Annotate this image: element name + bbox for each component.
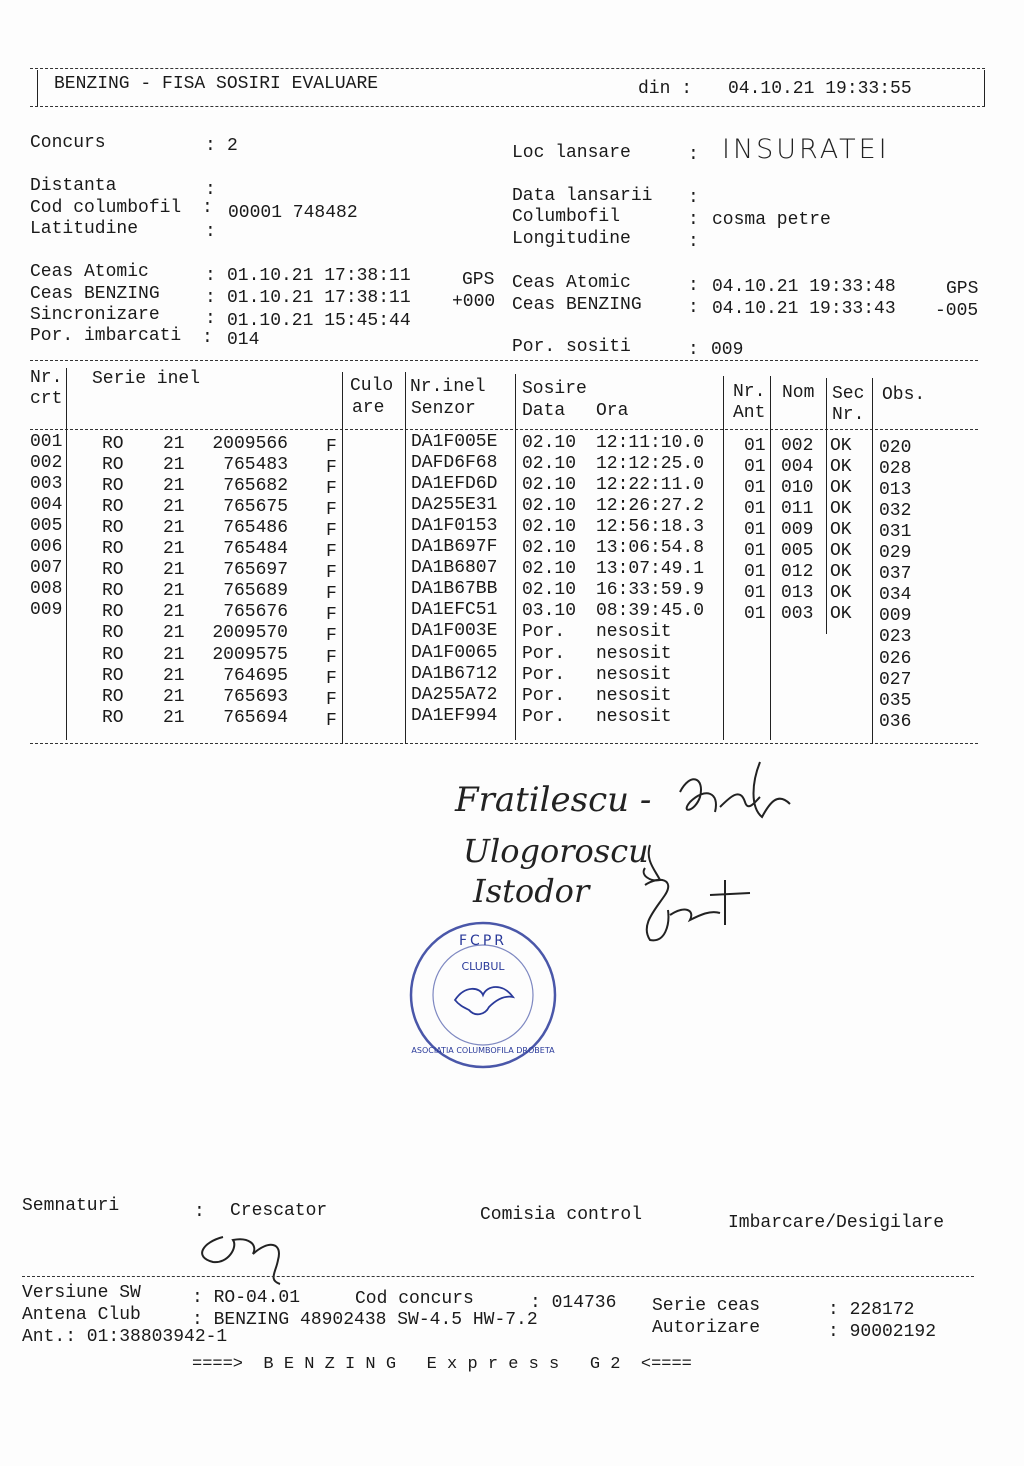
por-imbarcati-label: Por. imbarcati (30, 326, 182, 346)
cell-sex: F (326, 479, 337, 500)
cell-ant: 01 (744, 583, 766, 604)
cell-country: RO (102, 602, 124, 623)
cell-ring: 765675 (223, 497, 288, 518)
right-ceas-benzing-sep: : (688, 298, 699, 318)
right-ceas-benzing-label: Ceas BENZING (512, 295, 642, 315)
cell-country: RO (102, 665, 124, 686)
cell-date: Por. (522, 622, 566, 643)
cell-nr: 001 (30, 432, 63, 452)
cell-year: 21 (163, 707, 185, 728)
din-label: din : (638, 79, 693, 99)
cell-sex: F (326, 668, 337, 689)
cell-time: nesosit (596, 622, 672, 643)
th-sec-1: Sec (832, 384, 865, 404)
cell-sensor: DA255E31 (411, 495, 498, 516)
versiune-value: : RO-04.01 (192, 1288, 301, 1308)
cell-date: Por. (522, 643, 566, 664)
handwritten-name-3: Istodor (473, 872, 590, 910)
cell-sec: OK (830, 478, 852, 499)
table-top-rule (30, 360, 978, 361)
cell-obs: 028 (879, 459, 912, 480)
cell-sensor: DA1EFD6D (411, 474, 498, 495)
cell-year: 21 (163, 455, 185, 476)
cell-obs: 026 (879, 648, 912, 669)
cell-country: RO (102, 581, 124, 602)
cell-sex: F (326, 521, 337, 542)
cell-obs: 032 (879, 501, 912, 522)
cell-sex: F (326, 689, 337, 710)
cell-obs: 031 (879, 522, 912, 543)
cell-year: 21 (163, 539, 185, 560)
cell-nom: 010 (781, 478, 814, 499)
cell-sec: OK (830, 583, 852, 604)
cell-year: 21 (163, 686, 185, 707)
cell-obs: 029 (879, 543, 912, 564)
cell-sec: OK (830, 520, 852, 541)
cell-sensor: DA1B697F (411, 537, 498, 558)
th-nr-inel-2: Senzor (411, 399, 476, 419)
cell-sensor: DA1F0065 (411, 642, 498, 663)
cell-time: 16:33:59.9 (596, 580, 705, 601)
th-sec-2: Nr. (832, 405, 865, 425)
por-sositi-label: Por. sositi (512, 337, 631, 357)
right-ceas-atomic-label: Ceas Atomic (512, 273, 631, 293)
cod-columbofil-value: 00001 748482 (228, 203, 358, 223)
cell-time: 12:26:27.2 (596, 496, 705, 517)
th-nr-2: crt (30, 389, 63, 409)
cell-sex: F (326, 542, 337, 563)
cell-nom: 005 (781, 541, 814, 562)
cell-ring: 765689 (223, 581, 288, 602)
distanta-sep: : (205, 180, 216, 200)
cell-nr: 009 (30, 600, 63, 621)
cell-sex: F (326, 563, 337, 584)
cell-sex: F (326, 500, 337, 521)
cell-ring: 765694 (223, 707, 288, 728)
cell-obs: 020 (879, 438, 912, 458)
por-sositi-sep: : (688, 340, 699, 360)
crescator-label: Crescator (230, 1201, 328, 1221)
columbofil-label: Columbofil (512, 207, 621, 227)
club-stamp (405, 915, 560, 1075)
cell-nr: 005 (30, 516, 63, 537)
th-sosire-ora: Ora (596, 401, 629, 421)
cell-nr: 002 (30, 453, 63, 474)
right-ceas-atomic-sep: : (688, 276, 699, 296)
cell-time: 12:56:18.3 (596, 517, 705, 538)
versiune-label: Versiune SW (22, 1283, 141, 1303)
ceas-atomic-suffix: GPS (462, 270, 495, 290)
th-culoare-1: Culo (350, 376, 394, 396)
loc-lansare-label: Loc lansare (512, 143, 631, 163)
th-nom: Nom (782, 383, 815, 403)
header-top-rule (30, 68, 985, 69)
latitudine-label: Latitudine (30, 219, 139, 239)
cell-sensor: DA1F0153 (411, 516, 498, 537)
por-imbarcati-value: 014 (227, 330, 260, 350)
cell-year: 21 (163, 497, 185, 518)
cell-obs: 037 (879, 564, 912, 585)
cell-obs: 035 (879, 690, 912, 711)
cell-ant: 01 (744, 562, 766, 583)
loc-lansare-sep: : (688, 145, 699, 165)
cell-sensor: DA255A72 (411, 684, 498, 705)
cell-nom: 002 (781, 436, 814, 456)
cell-year: 21 (163, 560, 185, 581)
cell-date: 02.10 (522, 433, 577, 453)
cell-year: 21 (163, 518, 185, 539)
cell-time: nesosit (596, 685, 672, 706)
cell-country: RO (102, 623, 124, 644)
cell-year: 21 (163, 434, 185, 454)
stamp-middle-text: CLUBUL (461, 960, 505, 973)
data-lansarii-sep: : (688, 188, 699, 208)
handwritten-signature-1 (660, 752, 800, 847)
autorizare-label: Autorizare (652, 1318, 761, 1338)
th-sosire: Sosire (522, 379, 587, 399)
crescator-signature (188, 1222, 298, 1287)
right-ceas-benzing-suffix: -005 (935, 301, 979, 321)
por-imbarcati-sep: : (202, 328, 213, 348)
th-obs: Obs. (882, 385, 926, 405)
col-sep-senzor (405, 372, 406, 744)
cod-concurs-label: Cod concurs (355, 1289, 474, 1309)
autorizare-value: : 90002192 (828, 1322, 937, 1342)
cell-date: 02.10 (522, 496, 577, 517)
cell-year: 21 (163, 476, 185, 497)
cell-sex: F (326, 458, 337, 479)
cell-date: 02.10 (522, 475, 577, 496)
document-title: BENZING - FISA SOSIRI EVALUARE (54, 74, 379, 94)
latitudine-sep: : (205, 222, 216, 242)
ceas-atomic-value: 01.10.21 17:38:11 (227, 266, 411, 286)
cell-country: RO (102, 560, 124, 581)
benzing-express: ====> B E N Z I N G E x p r e s s G 2 <==== (192, 1355, 692, 1374)
cell-ring: 2009575 (212, 644, 288, 665)
col-sep-sosire (515, 374, 516, 740)
ceas-atomic-sep: : (205, 266, 216, 286)
stamp-top-text: FCPR (459, 933, 507, 949)
cell-sex: F (326, 647, 337, 668)
concurs-value: 2 (227, 136, 238, 156)
cell-year: 21 (163, 644, 185, 665)
cell-time: 12:22:11.0 (596, 475, 705, 496)
cell-nom: 009 (781, 520, 814, 541)
ceas-benzing-sep: : (205, 288, 216, 308)
cell-country: RO (102, 476, 124, 497)
distanta-label: Distanta (30, 176, 117, 196)
cell-nr: 008 (30, 579, 63, 600)
semnaturi-label: Semnaturi (22, 1196, 120, 1216)
cell-country: RO (102, 455, 124, 476)
cell-year: 21 (163, 602, 185, 623)
col-sep-culoare (342, 372, 343, 744)
antena-label: Antena Club (22, 1305, 141, 1325)
cell-nom: 013 (781, 583, 814, 604)
header-left-edge (37, 70, 38, 106)
th-sosire-data: Data (522, 401, 566, 421)
cell-nr: 006 (30, 537, 63, 558)
cell-date: 02.10 (522, 580, 577, 601)
por-sositi-value: 009 (711, 340, 744, 360)
cell-time: 13:06:54.8 (596, 538, 705, 559)
loc-lansare-value: INSURATEI (722, 134, 890, 165)
col-sep-ant (723, 376, 724, 740)
imbarcare-label: Imbarcare/Desigilare (728, 1213, 945, 1233)
cod-columbofil-sep: : (202, 198, 213, 218)
ceas-benzing-label: Ceas BENZING (30, 284, 160, 304)
handwritten-signature-3 (630, 865, 760, 950)
cell-country: RO (102, 518, 124, 539)
columbofil-sep: : (688, 210, 699, 230)
cell-time: 13:07:49.1 (596, 559, 705, 580)
cell-sensor: DA1B6807 (411, 558, 498, 579)
cell-obs: 013 (879, 480, 912, 501)
sincronizare-value: 01.10.21 15:45:44 (227, 311, 411, 331)
cell-nom: 003 (781, 604, 814, 625)
cell-ring: 764695 (223, 665, 288, 686)
antena-value: : BENZING 48902438 SW-4.5 HW-7.2 (192, 1310, 538, 1330)
cell-sec: OK (830, 457, 852, 478)
handwritten-name-2: Ulogoroscu (463, 832, 649, 870)
cell-sensor: DA1EF994 (411, 705, 498, 726)
comisia-label: Comisia control (480, 1205, 643, 1225)
cell-obs: 034 (879, 585, 912, 606)
cell-country: RO (102, 686, 124, 707)
cell-country: RO (102, 539, 124, 560)
th-ant-2: Ant (733, 403, 766, 423)
cell-ring: 765693 (223, 686, 288, 707)
header-bottom-rule (30, 106, 985, 107)
col-sep-obs (872, 378, 873, 744)
cell-year: 21 (163, 665, 185, 686)
header-right-edge (984, 70, 985, 106)
cell-ring: 765697 (223, 560, 288, 581)
cell-nom: 012 (781, 562, 814, 583)
th-nr-1: Nr. (30, 368, 63, 388)
cell-date: Por. (522, 664, 566, 685)
col-sep-nom (770, 376, 771, 740)
cell-date: Por. (522, 706, 566, 727)
cell-ring: 765484 (223, 539, 288, 560)
handwritten-name-1: Fratilescu - (455, 780, 652, 820)
cell-time: 12:11:10.0 (596, 433, 705, 453)
cell-date: 02.10 (522, 517, 577, 538)
cell-date: 02.10 (522, 559, 577, 580)
cell-country: RO (102, 644, 124, 665)
cell-ring: 765676 (223, 602, 288, 623)
cell-sec: OK (830, 604, 852, 625)
serie-ceas-value: : 228172 (828, 1300, 915, 1320)
longitudine-sep: : (688, 232, 699, 252)
cell-ring: 2009570 (212, 623, 288, 644)
cell-ant: 01 (744, 457, 766, 478)
serie-ceas-label: Serie ceas (652, 1296, 761, 1316)
th-nr-inel-1: Nr.inel (410, 377, 486, 397)
cell-sensor: DA1B6712 (411, 663, 498, 684)
sincronizare-label: Sincronizare (30, 305, 160, 325)
semnaturi-sep: : (194, 1202, 205, 1222)
cell-sensor: DA1F005E (411, 432, 498, 452)
right-ceas-atomic-value: 04.10.21 19:33:48 (712, 277, 896, 297)
cell-nom: 011 (781, 499, 814, 520)
ceas-benzing-value: 01.10.21 17:38:11 (227, 288, 411, 308)
cell-ring: 2009566 (212, 434, 288, 454)
cell-sex: F (326, 437, 337, 457)
cell-time: 08:39:45.0 (596, 601, 705, 622)
cell-nr: 007 (30, 558, 63, 579)
cell-obs: 009 (879, 606, 912, 627)
cell-time: 12:12:25.0 (596, 454, 705, 475)
cell-ring: 765682 (223, 476, 288, 497)
cod-concurs-value: : 014736 (530, 1293, 617, 1313)
cell-sex: F (326, 605, 337, 626)
cell-year: 21 (163, 623, 185, 644)
cell-ant: 01 (744, 499, 766, 520)
cell-ant: 01 (744, 541, 766, 562)
cell-sensor: DAFD6F68 (411, 453, 498, 474)
cell-sec: OK (830, 499, 852, 520)
ant-line: Ant.: 01:38803942-1 (22, 1327, 228, 1347)
cell-sensor: DA1F003E (411, 621, 498, 642)
ceas-atomic-label: Ceas Atomic (30, 262, 149, 282)
cell-sec: OK (830, 436, 852, 456)
sincronizare-sep: : (205, 309, 216, 329)
cell-obs: 036 (879, 711, 912, 732)
cell-ring: 765486 (223, 518, 288, 539)
cell-nom: 004 (781, 457, 814, 478)
col-sep-sec (826, 378, 827, 634)
table-header-rule (30, 429, 978, 430)
cell-country: RO (102, 497, 124, 518)
cell-sensor: DA1B67BB (411, 579, 498, 600)
cell-date: 02.10 (522, 454, 577, 475)
stamp-bottom-text: ASOCIATIA COLUMBOFILA DROBETA (411, 1046, 555, 1055)
cell-date: 02.10 (522, 538, 577, 559)
concurs-sep: : (205, 136, 216, 156)
din-value: 04.10.21 19:33:55 (728, 79, 912, 99)
cell-ant: 01 (744, 436, 766, 456)
right-ceas-atomic-suffix: GPS (946, 279, 979, 299)
cell-ant: 01 (744, 604, 766, 625)
cell-time: nesosit (596, 643, 672, 664)
cell-nr: 003 (30, 474, 63, 495)
cell-sensor: DA1EFC51 (411, 600, 498, 621)
cod-columbofil-label: Cod columbofil (30, 198, 182, 218)
cell-obs: 027 (879, 669, 912, 690)
cell-ant: 01 (744, 520, 766, 541)
cell-time: nesosit (596, 706, 672, 727)
footer-rule (22, 1276, 974, 1277)
col-sep-nr (66, 368, 67, 740)
cell-nr: 004 (30, 495, 63, 516)
cell-time: nesosit (596, 664, 672, 685)
cell-country: RO (102, 707, 124, 728)
cell-sex: F (326, 626, 337, 647)
th-serie: Serie inel (92, 369, 201, 389)
cell-sec: OK (830, 541, 852, 562)
th-ant-1: Nr. (733, 382, 766, 402)
longitudine-label: Longitudine (512, 229, 631, 249)
cell-date: 03.10 (522, 601, 577, 622)
columbofil-value: cosma petre (712, 210, 831, 230)
cell-date: Por. (522, 685, 566, 706)
table-bottom-rule (30, 743, 978, 744)
data-lansarii-label: Data lansarii (512, 186, 653, 206)
right-ceas-benzing-value: 04.10.21 19:33:43 (712, 299, 896, 319)
cell-sec: OK (830, 562, 852, 583)
cell-country: RO (102, 434, 124, 454)
cell-sex: F (326, 710, 337, 731)
cell-obs: 023 (879, 627, 912, 648)
cell-ring: 765483 (223, 455, 288, 476)
cell-sex: F (326, 584, 337, 605)
cell-year: 21 (163, 581, 185, 602)
cell-ant: 01 (744, 478, 766, 499)
th-culoare-2: are (352, 398, 385, 418)
ceas-benzing-suffix: +000 (452, 292, 496, 312)
concurs-label: Concurs (30, 133, 106, 153)
